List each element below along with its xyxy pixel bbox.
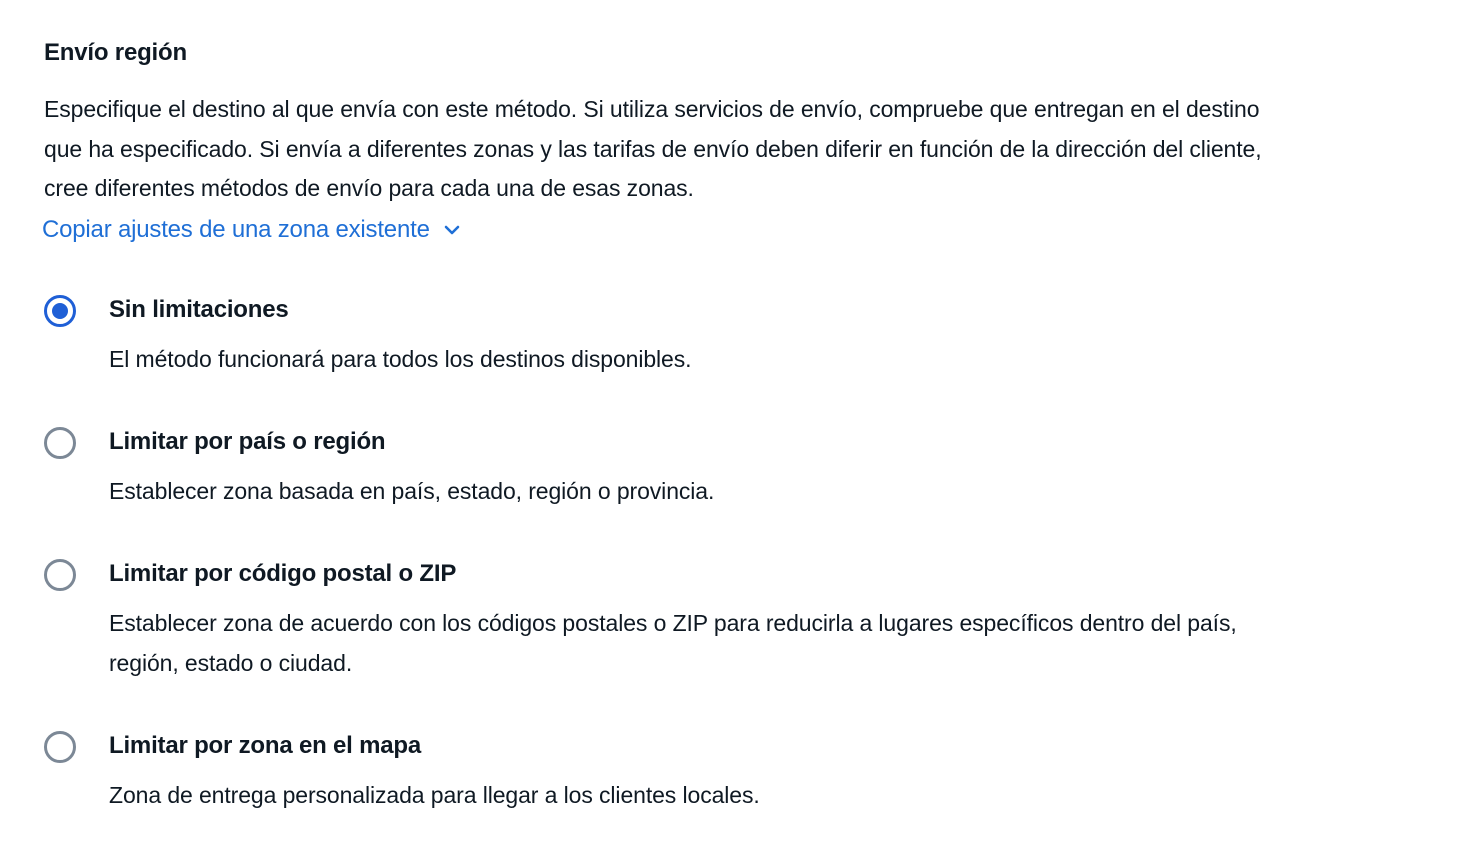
radio-limit-by-country[interactable] xyxy=(44,427,76,459)
radio-limit-by-map-zone[interactable] xyxy=(44,731,76,763)
option-title: Limitar por país o región xyxy=(109,427,386,455)
option-description: Zona de entrega personalizada para llegar a los clientes locales. xyxy=(109,781,760,808)
radio-no-limits[interactable] xyxy=(44,295,76,327)
copy-zone-settings-dropdown[interactable] xyxy=(42,213,462,247)
option-limit-by-map-zone[interactable] xyxy=(44,729,1304,815)
chevron-down-icon xyxy=(442,220,462,240)
option-title: Limitar por zona en el mapa xyxy=(109,731,422,759)
copy-zone-settings-label: Copiar ajustes de una zona existente xyxy=(42,215,430,243)
section-description: Especifique el destino al que envía con este método. Si utiliza servicios de envío, compruebe que entregan en el destino que ha especificado. Si envía a diferentes zonas y las tarifas de envío deben diferir en función de la dirección del cliente, cree diferentes métodos de envío para cada una de esas zonas. xyxy=(44,96,1262,201)
shipping-region-section xyxy=(44,36,1304,861)
option-title: Sin limitaciones xyxy=(109,295,289,323)
option-description: El método funcionará para todos los destinos disponibles. xyxy=(109,345,692,372)
option-no-limits[interactable] xyxy=(44,293,1304,379)
section-title: Envío región xyxy=(44,39,187,66)
option-title: Limitar por código postal o ZIP xyxy=(109,559,457,587)
option-description: Establecer zona de acuerdo con los códigos postales o ZIP para reducirla a lugares específicos dentro del país, región, estado o ciudad. xyxy=(109,609,1237,676)
option-limit-by-country[interactable] xyxy=(44,425,1304,511)
radio-limit-by-zip[interactable] xyxy=(44,559,76,591)
option-description: Establecer zona basada en país, estado, región o provincia. xyxy=(109,477,715,504)
option-limit-by-zip[interactable] xyxy=(44,557,1304,683)
region-options xyxy=(44,293,1304,815)
